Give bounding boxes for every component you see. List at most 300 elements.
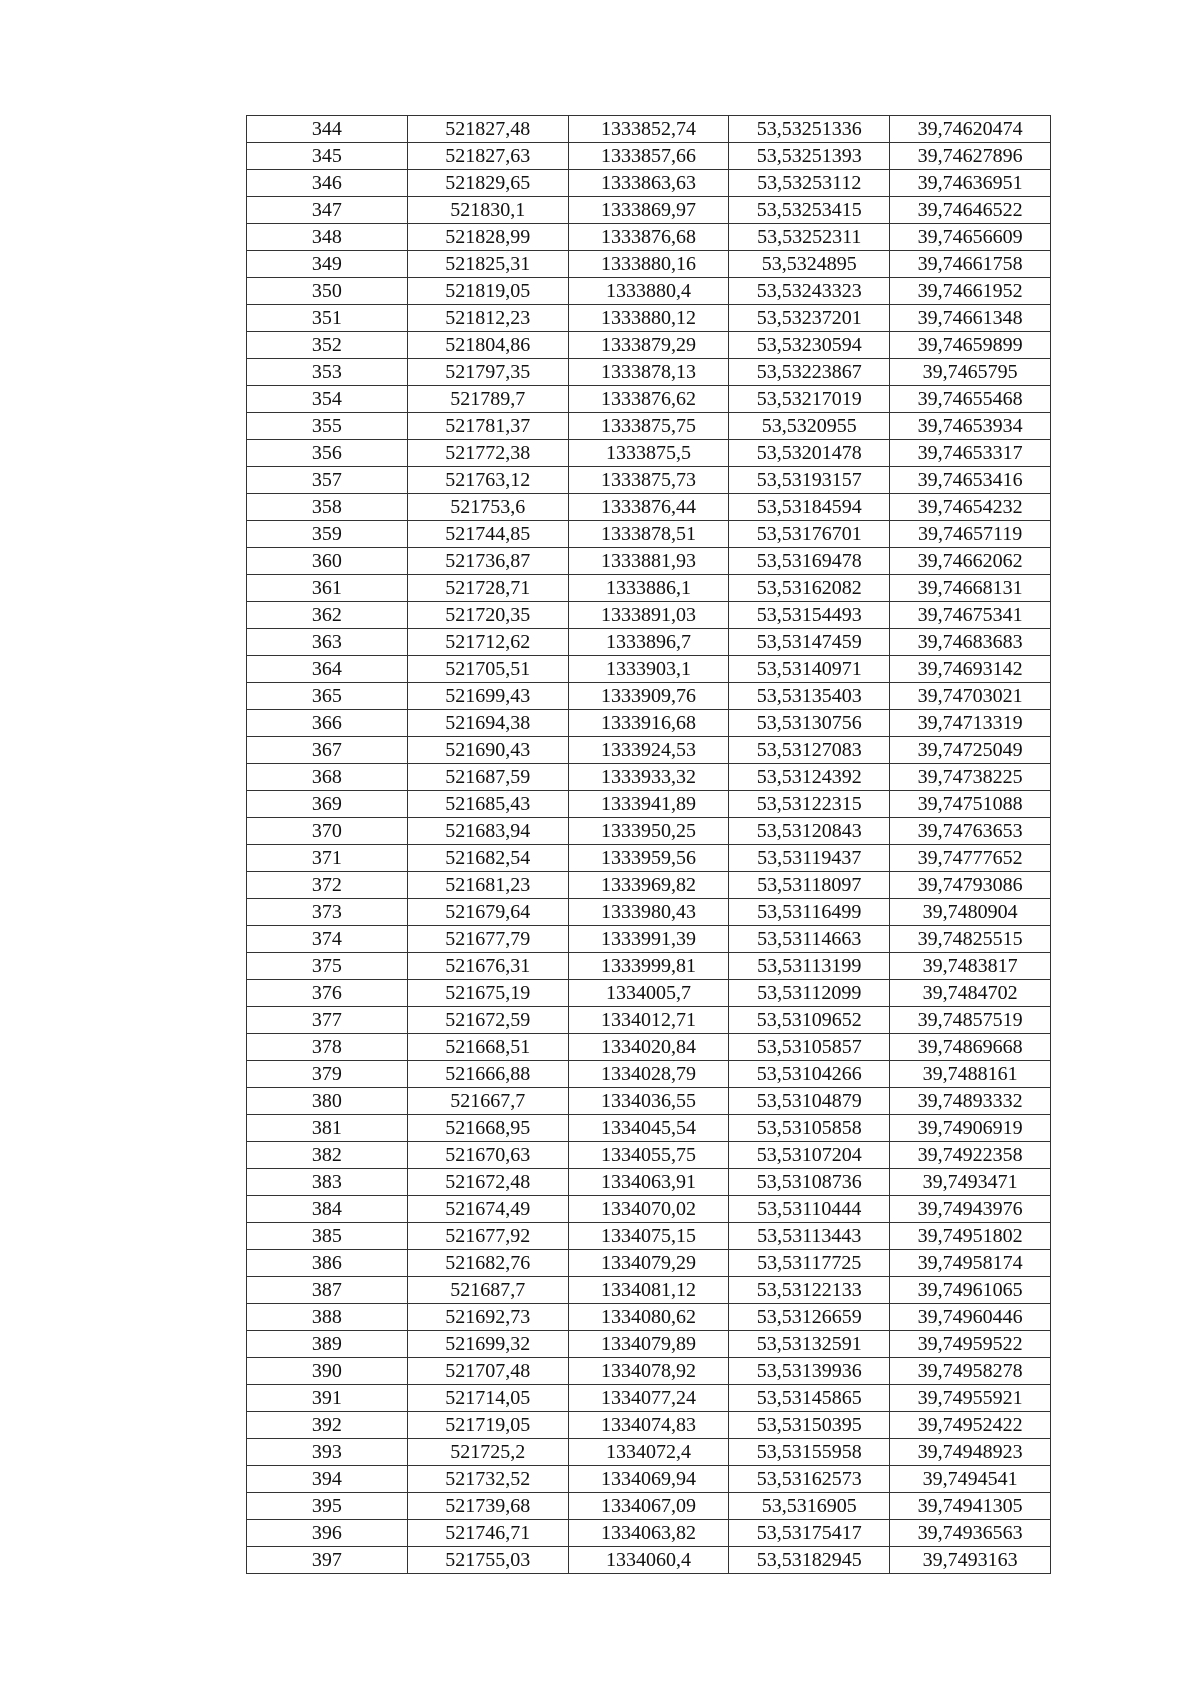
y-coordinate-cell: 1333933,32 — [568, 764, 729, 791]
latitude-cell: 53,53122133 — [729, 1277, 890, 1304]
longitude-cell: 39,74661758 — [890, 251, 1051, 278]
table-row — [247, 845, 1051, 872]
x-coordinate-cell: 521677,79 — [407, 926, 568, 953]
point-number-cell: 391 — [247, 1385, 408, 1412]
point-number-cell: 369 — [247, 791, 408, 818]
latitude-cell: 53,53230594 — [729, 332, 890, 359]
point-number-cell: 396 — [247, 1520, 408, 1547]
y-coordinate-cell: 1333857,66 — [568, 143, 729, 170]
x-coordinate-cell: 521682,76 — [407, 1250, 568, 1277]
point-number-cell: 387 — [247, 1277, 408, 1304]
table-row — [247, 251, 1051, 278]
latitude-cell: 53,53108736 — [729, 1169, 890, 1196]
x-coordinate-cell: 521819,05 — [407, 278, 568, 305]
table-row — [247, 1277, 1051, 1304]
latitude-cell: 53,53243323 — [729, 278, 890, 305]
table-row — [247, 683, 1051, 710]
longitude-cell: 39,74958278 — [890, 1358, 1051, 1385]
coordinates-table — [246, 115, 1051, 1574]
longitude-cell: 39,74943976 — [890, 1196, 1051, 1223]
point-number-cell: 360 — [247, 548, 408, 575]
longitude-cell: 39,74636951 — [890, 170, 1051, 197]
longitude-cell: 39,74922358 — [890, 1142, 1051, 1169]
y-coordinate-cell: 1333896,7 — [568, 629, 729, 656]
point-number-cell: 362 — [247, 602, 408, 629]
point-number-cell: 348 — [247, 224, 408, 251]
table-row — [247, 737, 1051, 764]
latitude-cell: 53,53223867 — [729, 359, 890, 386]
x-coordinate-cell: 521772,38 — [407, 440, 568, 467]
point-number-cell: 345 — [247, 143, 408, 170]
table-row — [247, 1385, 1051, 1412]
table-row — [247, 197, 1051, 224]
latitude-cell: 53,53132591 — [729, 1331, 890, 1358]
y-coordinate-cell: 1334069,94 — [568, 1466, 729, 1493]
table-row — [247, 791, 1051, 818]
latitude-cell: 53,53139936 — [729, 1358, 890, 1385]
y-coordinate-cell: 1333969,82 — [568, 872, 729, 899]
x-coordinate-cell: 521694,38 — [407, 710, 568, 737]
table-row — [247, 1115, 1051, 1142]
x-coordinate-cell: 521781,37 — [407, 413, 568, 440]
y-coordinate-cell: 1334063,91 — [568, 1169, 729, 1196]
longitude-cell: 39,74646522 — [890, 197, 1051, 224]
latitude-cell: 53,53127083 — [729, 737, 890, 764]
x-coordinate-cell: 521705,51 — [407, 656, 568, 683]
y-coordinate-cell: 1334005,7 — [568, 980, 729, 1007]
point-number-cell: 371 — [247, 845, 408, 872]
y-coordinate-cell: 1334060,4 — [568, 1547, 729, 1574]
y-coordinate-cell: 1333879,29 — [568, 332, 729, 359]
x-coordinate-cell: 521812,23 — [407, 305, 568, 332]
point-number-cell: 370 — [247, 818, 408, 845]
y-coordinate-cell: 1333999,81 — [568, 953, 729, 980]
latitude-cell: 53,53120843 — [729, 818, 890, 845]
table-row — [247, 1169, 1051, 1196]
y-coordinate-cell: 1334067,09 — [568, 1493, 729, 1520]
y-coordinate-cell: 1334036,55 — [568, 1088, 729, 1115]
y-coordinate-cell: 1334070,02 — [568, 1196, 729, 1223]
point-number-cell: 365 — [247, 683, 408, 710]
x-coordinate-cell: 521676,31 — [407, 953, 568, 980]
point-number-cell: 392 — [247, 1412, 408, 1439]
table-row — [247, 1358, 1051, 1385]
latitude-cell: 53,53237201 — [729, 305, 890, 332]
point-number-cell: 390 — [247, 1358, 408, 1385]
latitude-cell: 53,53251393 — [729, 143, 890, 170]
latitude-cell: 53,53126659 — [729, 1304, 890, 1331]
longitude-cell: 39,74725049 — [890, 737, 1051, 764]
table-row — [247, 440, 1051, 467]
x-coordinate-cell: 521789,7 — [407, 386, 568, 413]
longitude-cell: 39,74661952 — [890, 278, 1051, 305]
x-coordinate-cell: 521668,95 — [407, 1115, 568, 1142]
x-coordinate-cell: 521736,87 — [407, 548, 568, 575]
table-row — [247, 359, 1051, 386]
table-row — [247, 1196, 1051, 1223]
y-coordinate-cell: 1333863,63 — [568, 170, 729, 197]
y-coordinate-cell: 1333852,74 — [568, 116, 729, 143]
x-coordinate-cell: 521690,43 — [407, 737, 568, 764]
table-row — [247, 413, 1051, 440]
x-coordinate-cell: 521687,59 — [407, 764, 568, 791]
y-coordinate-cell: 1334074,83 — [568, 1412, 729, 1439]
latitude-cell: 53,53175417 — [729, 1520, 890, 1547]
longitude-cell: 39,74869668 — [890, 1034, 1051, 1061]
x-coordinate-cell: 521687,7 — [407, 1277, 568, 1304]
y-coordinate-cell: 1333924,53 — [568, 737, 729, 764]
point-number-cell: 358 — [247, 494, 408, 521]
latitude-cell: 53,53162573 — [729, 1466, 890, 1493]
x-coordinate-cell: 521763,12 — [407, 467, 568, 494]
longitude-cell: 39,7465795 — [890, 359, 1051, 386]
point-number-cell: 350 — [247, 278, 408, 305]
longitude-cell: 39,74693142 — [890, 656, 1051, 683]
x-coordinate-cell: 521797,35 — [407, 359, 568, 386]
x-coordinate-cell: 521725,2 — [407, 1439, 568, 1466]
point-number-cell: 363 — [247, 629, 408, 656]
y-coordinate-cell: 1334045,54 — [568, 1115, 729, 1142]
latitude-cell: 53,53193157 — [729, 467, 890, 494]
longitude-cell: 39,74683683 — [890, 629, 1051, 656]
longitude-cell: 39,7483817 — [890, 953, 1051, 980]
y-coordinate-cell: 1334012,71 — [568, 1007, 729, 1034]
latitude-cell: 53,53182945 — [729, 1547, 890, 1574]
latitude-cell: 53,53135403 — [729, 683, 890, 710]
table-row — [247, 116, 1051, 143]
point-number-cell: 357 — [247, 467, 408, 494]
point-number-cell: 376 — [247, 980, 408, 1007]
latitude-cell: 53,53253415 — [729, 197, 890, 224]
longitude-cell: 39,7494541 — [890, 1466, 1051, 1493]
latitude-cell: 53,53113199 — [729, 953, 890, 980]
point-number-cell: 356 — [247, 440, 408, 467]
point-number-cell: 382 — [247, 1142, 408, 1169]
longitude-cell: 39,74656609 — [890, 224, 1051, 251]
longitude-cell: 39,74857519 — [890, 1007, 1051, 1034]
x-coordinate-cell: 521666,88 — [407, 1061, 568, 1088]
table-row — [247, 710, 1051, 737]
y-coordinate-cell: 1333880,16 — [568, 251, 729, 278]
point-number-cell: 380 — [247, 1088, 408, 1115]
table-row — [247, 305, 1051, 332]
x-coordinate-cell: 521707,48 — [407, 1358, 568, 1385]
longitude-cell: 39,74941305 — [890, 1493, 1051, 1520]
table-row — [247, 1088, 1051, 1115]
table-row — [247, 170, 1051, 197]
table-row — [247, 1304, 1051, 1331]
point-number-cell: 385 — [247, 1223, 408, 1250]
point-number-cell: 364 — [247, 656, 408, 683]
latitude-cell: 53,53104879 — [729, 1088, 890, 1115]
longitude-cell: 39,7493163 — [890, 1547, 1051, 1574]
x-coordinate-cell: 521714,05 — [407, 1385, 568, 1412]
x-coordinate-cell: 521828,99 — [407, 224, 568, 251]
longitude-cell: 39,74906919 — [890, 1115, 1051, 1142]
latitude-cell: 53,53113443 — [729, 1223, 890, 1250]
y-coordinate-cell: 1334072,4 — [568, 1439, 729, 1466]
point-number-cell: 367 — [247, 737, 408, 764]
latitude-cell: 53,53107204 — [729, 1142, 890, 1169]
latitude-cell: 53,53119437 — [729, 845, 890, 872]
x-coordinate-cell: 521667,7 — [407, 1088, 568, 1115]
table-row — [247, 980, 1051, 1007]
y-coordinate-cell: 1334055,75 — [568, 1142, 729, 1169]
latitude-cell: 53,53252311 — [729, 224, 890, 251]
y-coordinate-cell: 1334063,82 — [568, 1520, 729, 1547]
longitude-cell: 39,74653934 — [890, 413, 1051, 440]
longitude-cell: 39,74952422 — [890, 1412, 1051, 1439]
y-coordinate-cell: 1334078,92 — [568, 1358, 729, 1385]
longitude-cell: 39,74955921 — [890, 1385, 1051, 1412]
table-row — [247, 143, 1051, 170]
y-coordinate-cell: 1333909,76 — [568, 683, 729, 710]
latitude-cell: 53,53253112 — [729, 170, 890, 197]
latitude-cell: 53,53169478 — [729, 548, 890, 575]
y-coordinate-cell: 1334075,15 — [568, 1223, 729, 1250]
table-row — [247, 1331, 1051, 1358]
longitude-cell: 39,74948923 — [890, 1439, 1051, 1466]
point-number-cell: 383 — [247, 1169, 408, 1196]
point-number-cell: 351 — [247, 305, 408, 332]
latitude-cell: 53,53104266 — [729, 1061, 890, 1088]
x-coordinate-cell: 521755,03 — [407, 1547, 568, 1574]
table-row — [247, 1520, 1051, 1547]
point-number-cell: 355 — [247, 413, 408, 440]
y-coordinate-cell: 1333891,03 — [568, 602, 729, 629]
table-row — [247, 1142, 1051, 1169]
point-number-cell: 375 — [247, 953, 408, 980]
longitude-cell: 39,74763653 — [890, 818, 1051, 845]
x-coordinate-cell: 521685,43 — [407, 791, 568, 818]
point-number-cell: 386 — [247, 1250, 408, 1277]
longitude-cell: 39,74662062 — [890, 548, 1051, 575]
table-row — [247, 278, 1051, 305]
x-coordinate-cell: 521712,62 — [407, 629, 568, 656]
longitude-cell: 39,74661348 — [890, 305, 1051, 332]
table-row — [247, 1493, 1051, 1520]
point-number-cell: 384 — [247, 1196, 408, 1223]
x-coordinate-cell: 521719,05 — [407, 1412, 568, 1439]
longitude-cell: 39,74751088 — [890, 791, 1051, 818]
table-row — [247, 1061, 1051, 1088]
latitude-cell: 53,53251336 — [729, 116, 890, 143]
y-coordinate-cell: 1333876,68 — [568, 224, 729, 251]
point-number-cell: 346 — [247, 170, 408, 197]
table-row — [247, 1223, 1051, 1250]
x-coordinate-cell: 521739,68 — [407, 1493, 568, 1520]
table-row — [247, 1466, 1051, 1493]
table-row — [247, 872, 1051, 899]
table-row — [247, 899, 1051, 926]
table-row — [247, 386, 1051, 413]
x-coordinate-cell: 521720,35 — [407, 602, 568, 629]
y-coordinate-cell: 1334079,89 — [568, 1331, 729, 1358]
table-row — [247, 224, 1051, 251]
x-coordinate-cell: 521825,31 — [407, 251, 568, 278]
x-coordinate-cell: 521692,73 — [407, 1304, 568, 1331]
longitude-cell: 39,7488161 — [890, 1061, 1051, 1088]
latitude-cell: 53,53140971 — [729, 656, 890, 683]
y-coordinate-cell: 1333916,68 — [568, 710, 729, 737]
table-row — [247, 1412, 1051, 1439]
point-number-cell: 373 — [247, 899, 408, 926]
latitude-cell: 53,53110444 — [729, 1196, 890, 1223]
longitude-cell: 39,74959522 — [890, 1331, 1051, 1358]
longitude-cell: 39,74653317 — [890, 440, 1051, 467]
y-coordinate-cell: 1333875,75 — [568, 413, 729, 440]
point-number-cell: 349 — [247, 251, 408, 278]
longitude-cell: 39,74703021 — [890, 683, 1051, 710]
table-row — [247, 1439, 1051, 1466]
point-number-cell: 347 — [247, 197, 408, 224]
table-row — [247, 575, 1051, 602]
longitude-cell: 39,74620474 — [890, 116, 1051, 143]
x-coordinate-cell: 521683,94 — [407, 818, 568, 845]
longitude-cell: 39,74960446 — [890, 1304, 1051, 1331]
latitude-cell: 53,53201478 — [729, 440, 890, 467]
y-coordinate-cell: 1333876,44 — [568, 494, 729, 521]
table-row — [247, 1034, 1051, 1061]
y-coordinate-cell: 1333881,93 — [568, 548, 729, 575]
x-coordinate-cell: 521746,71 — [407, 1520, 568, 1547]
table-row — [247, 818, 1051, 845]
y-coordinate-cell: 1334020,84 — [568, 1034, 729, 1061]
point-number-cell: 353 — [247, 359, 408, 386]
x-coordinate-cell: 521672,59 — [407, 1007, 568, 1034]
x-coordinate-cell: 521682,54 — [407, 845, 568, 872]
latitude-cell: 53,5320955 — [729, 413, 890, 440]
longitude-cell: 39,74659899 — [890, 332, 1051, 359]
longitude-cell: 39,74655468 — [890, 386, 1051, 413]
longitude-cell: 39,7480904 — [890, 899, 1051, 926]
y-coordinate-cell: 1334028,79 — [568, 1061, 729, 1088]
longitude-cell: 39,74713319 — [890, 710, 1051, 737]
point-number-cell: 359 — [247, 521, 408, 548]
x-coordinate-cell: 521827,63 — [407, 143, 568, 170]
table-row — [247, 656, 1051, 683]
latitude-cell: 53,53150395 — [729, 1412, 890, 1439]
x-coordinate-cell: 521674,49 — [407, 1196, 568, 1223]
latitude-cell: 53,53162082 — [729, 575, 890, 602]
point-number-cell: 361 — [247, 575, 408, 602]
x-coordinate-cell: 521668,51 — [407, 1034, 568, 1061]
x-coordinate-cell: 521804,86 — [407, 332, 568, 359]
x-coordinate-cell: 521699,43 — [407, 683, 568, 710]
longitude-cell: 39,74961065 — [890, 1277, 1051, 1304]
x-coordinate-cell: 521744,85 — [407, 521, 568, 548]
x-coordinate-cell: 521677,92 — [407, 1223, 568, 1250]
point-number-cell: 393 — [247, 1439, 408, 1466]
x-coordinate-cell: 521675,19 — [407, 980, 568, 1007]
y-coordinate-cell: 1333878,13 — [568, 359, 729, 386]
y-coordinate-cell: 1333869,97 — [568, 197, 729, 224]
table-row — [247, 764, 1051, 791]
table-row — [247, 602, 1051, 629]
table-row — [247, 521, 1051, 548]
latitude-cell: 53,53155958 — [729, 1439, 890, 1466]
longitude-cell: 39,74738225 — [890, 764, 1051, 791]
latitude-cell: 53,5324895 — [729, 251, 890, 278]
longitude-cell: 39,74668131 — [890, 575, 1051, 602]
latitude-cell: 53,53145865 — [729, 1385, 890, 1412]
point-number-cell: 394 — [247, 1466, 408, 1493]
latitude-cell: 53,53124392 — [729, 764, 890, 791]
table-row — [247, 332, 1051, 359]
longitude-cell: 39,74653416 — [890, 467, 1051, 494]
y-coordinate-cell: 1333878,51 — [568, 521, 729, 548]
x-coordinate-cell: 521679,64 — [407, 899, 568, 926]
latitude-cell: 53,53176701 — [729, 521, 890, 548]
longitude-cell: 39,74825515 — [890, 926, 1051, 953]
point-number-cell: 377 — [247, 1007, 408, 1034]
point-number-cell: 378 — [247, 1034, 408, 1061]
point-number-cell: 344 — [247, 116, 408, 143]
table-row — [247, 548, 1051, 575]
y-coordinate-cell: 1333959,56 — [568, 845, 729, 872]
y-coordinate-cell: 1333880,4 — [568, 278, 729, 305]
longitude-cell: 39,74936563 — [890, 1520, 1051, 1547]
x-coordinate-cell: 521670,63 — [407, 1142, 568, 1169]
x-coordinate-cell: 521699,32 — [407, 1331, 568, 1358]
y-coordinate-cell: 1333875,5 — [568, 440, 729, 467]
point-number-cell: 381 — [247, 1115, 408, 1142]
y-coordinate-cell: 1333903,1 — [568, 656, 729, 683]
y-coordinate-cell: 1333991,39 — [568, 926, 729, 953]
longitude-cell: 39,74893332 — [890, 1088, 1051, 1115]
longitude-cell: 39,74793086 — [890, 872, 1051, 899]
latitude-cell: 53,53105857 — [729, 1034, 890, 1061]
longitude-cell: 39,74777652 — [890, 845, 1051, 872]
x-coordinate-cell: 521753,6 — [407, 494, 568, 521]
table-row — [247, 494, 1051, 521]
longitude-cell: 39,74627896 — [890, 143, 1051, 170]
x-coordinate-cell: 521732,52 — [407, 1466, 568, 1493]
coordinates-table-body — [247, 116, 1051, 1574]
y-coordinate-cell: 1333886,1 — [568, 575, 729, 602]
x-coordinate-cell: 521728,71 — [407, 575, 568, 602]
y-coordinate-cell: 1334079,29 — [568, 1250, 729, 1277]
y-coordinate-cell: 1333950,25 — [568, 818, 729, 845]
latitude-cell: 53,53217019 — [729, 386, 890, 413]
point-number-cell: 366 — [247, 710, 408, 737]
latitude-cell: 53,53114663 — [729, 926, 890, 953]
table-row — [247, 467, 1051, 494]
longitude-cell: 39,7484702 — [890, 980, 1051, 1007]
point-number-cell: 388 — [247, 1304, 408, 1331]
latitude-cell: 53,53116499 — [729, 899, 890, 926]
longitude-cell: 39,7493471 — [890, 1169, 1051, 1196]
point-number-cell: 395 — [247, 1493, 408, 1520]
point-number-cell: 368 — [247, 764, 408, 791]
point-number-cell: 379 — [247, 1061, 408, 1088]
x-coordinate-cell: 521681,23 — [407, 872, 568, 899]
table-row — [247, 629, 1051, 656]
longitude-cell: 39,74657119 — [890, 521, 1051, 548]
point-number-cell: 397 — [247, 1547, 408, 1574]
table-row — [247, 1250, 1051, 1277]
point-number-cell: 354 — [247, 386, 408, 413]
longitude-cell: 39,74675341 — [890, 602, 1051, 629]
point-number-cell: 352 — [247, 332, 408, 359]
table-row — [247, 1007, 1051, 1034]
table-row — [247, 1547, 1051, 1574]
latitude-cell: 53,53154493 — [729, 602, 890, 629]
latitude-cell: 53,53184594 — [729, 494, 890, 521]
latitude-cell: 53,53147459 — [729, 629, 890, 656]
latitude-cell: 53,53122315 — [729, 791, 890, 818]
x-coordinate-cell: 521827,48 — [407, 116, 568, 143]
